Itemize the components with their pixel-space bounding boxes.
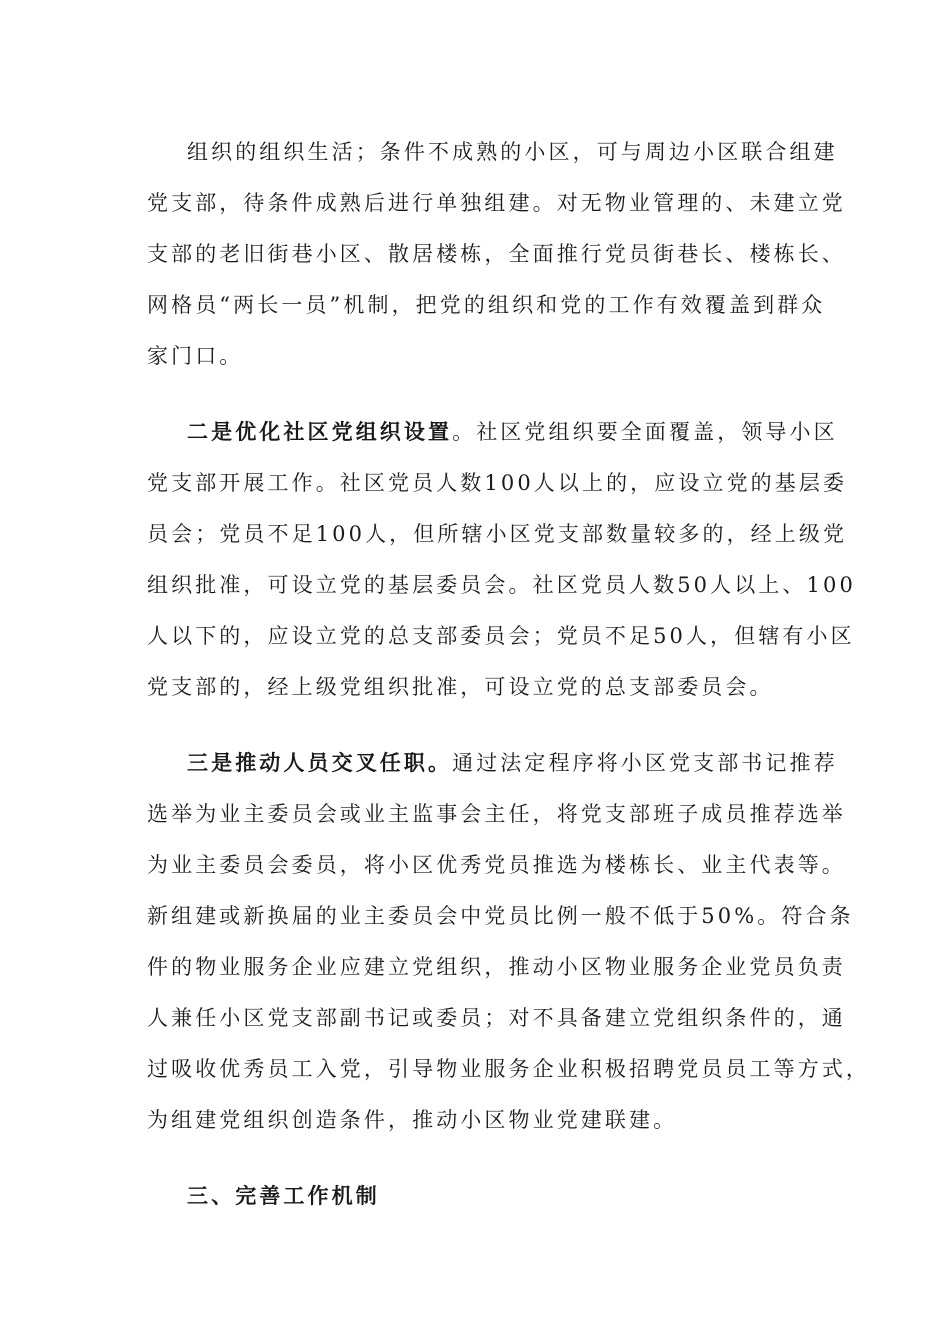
text-line: 人兼任小区党支部副书记或委员；对不具备建立党组织条件的，通 [147, 1006, 846, 1030]
text-line: 支部的老旧街巷小区、散居楼栋，全面推行党员街巷长、楼栋长、 [147, 242, 846, 266]
paragraph-spacer [147, 385, 822, 410]
text-line: 新组建或新换届的业主委员会中党员比例一般不低于50%。符合条 [147, 904, 854, 928]
text-line: 过吸收优秀员工入党，引导物业服务企业积极招聘党员员工等方式， [147, 1057, 870, 1081]
document-body [147, 130, 870, 1225]
paragraph-2 [147, 410, 856, 716]
text-line: 网格员“两长一员”机制，把党的组织和党的工作有效覆盖到群众 [147, 293, 826, 317]
section-heading: 三、完善工作机制 [187, 1183, 380, 1208]
paragraph-first-line [147, 410, 838, 461]
text-line: 为业主委员会委员，将小区优秀党员推选为楼栋长、业主代表等。 [147, 853, 846, 877]
text-line: 家门口。 [147, 344, 244, 368]
text-line: 为组建党组织创造条件，推动小区物业党建联建。 [147, 1108, 678, 1132]
text-line: 员会；党员不足100人，但所辖小区党支部数量较多的，经上级党 [147, 522, 848, 546]
paragraph-first-line [147, 741, 838, 792]
text-run: 通过法定程序将小区党支部书记推荐 [452, 751, 838, 775]
paragraph-3 [147, 741, 870, 1149]
text-line: 选举为业主委员会或业主监事会主任，将党支部班子成员推荐选举 [147, 802, 846, 826]
text-line: 件的物业服务企业应建立党组织，推动小区物业服务企业党员负责 [147, 955, 846, 979]
paragraph-heading: 二是优化社区党组织设置 [187, 419, 453, 444]
text-line: 组织批准，可设立党的基层委员会。社区党员人数50人以上、100 [147, 573, 856, 597]
text-line: 组织的组织生活；条件不成熟的小区，可与周边小区联合组建 [187, 140, 838, 164]
text-line: 党支部的，经上级党组织批准，可设立党的总支部委员会。 [147, 675, 774, 699]
text-line: 党支部开展工作。社区党员人数100人以上的，应设立党的基层委 [147, 471, 848, 495]
text-line: 党支部，待条件成熟后进行单独组建。对无物业管理的、未建立党 [147, 191, 846, 215]
paragraph-spacer [147, 1149, 822, 1174]
paragraph-1 [147, 130, 846, 385]
paragraph-spacer [147, 716, 822, 741]
paragraph-heading: 三是推动人员交叉任职。 [187, 750, 453, 775]
text-line: 人以下的，应设立党的总支部委员会；党员不足50人，但辖有小区 [147, 624, 855, 648]
text-run: 。社区党组织要全面覆盖，领导小区 [452, 420, 838, 444]
